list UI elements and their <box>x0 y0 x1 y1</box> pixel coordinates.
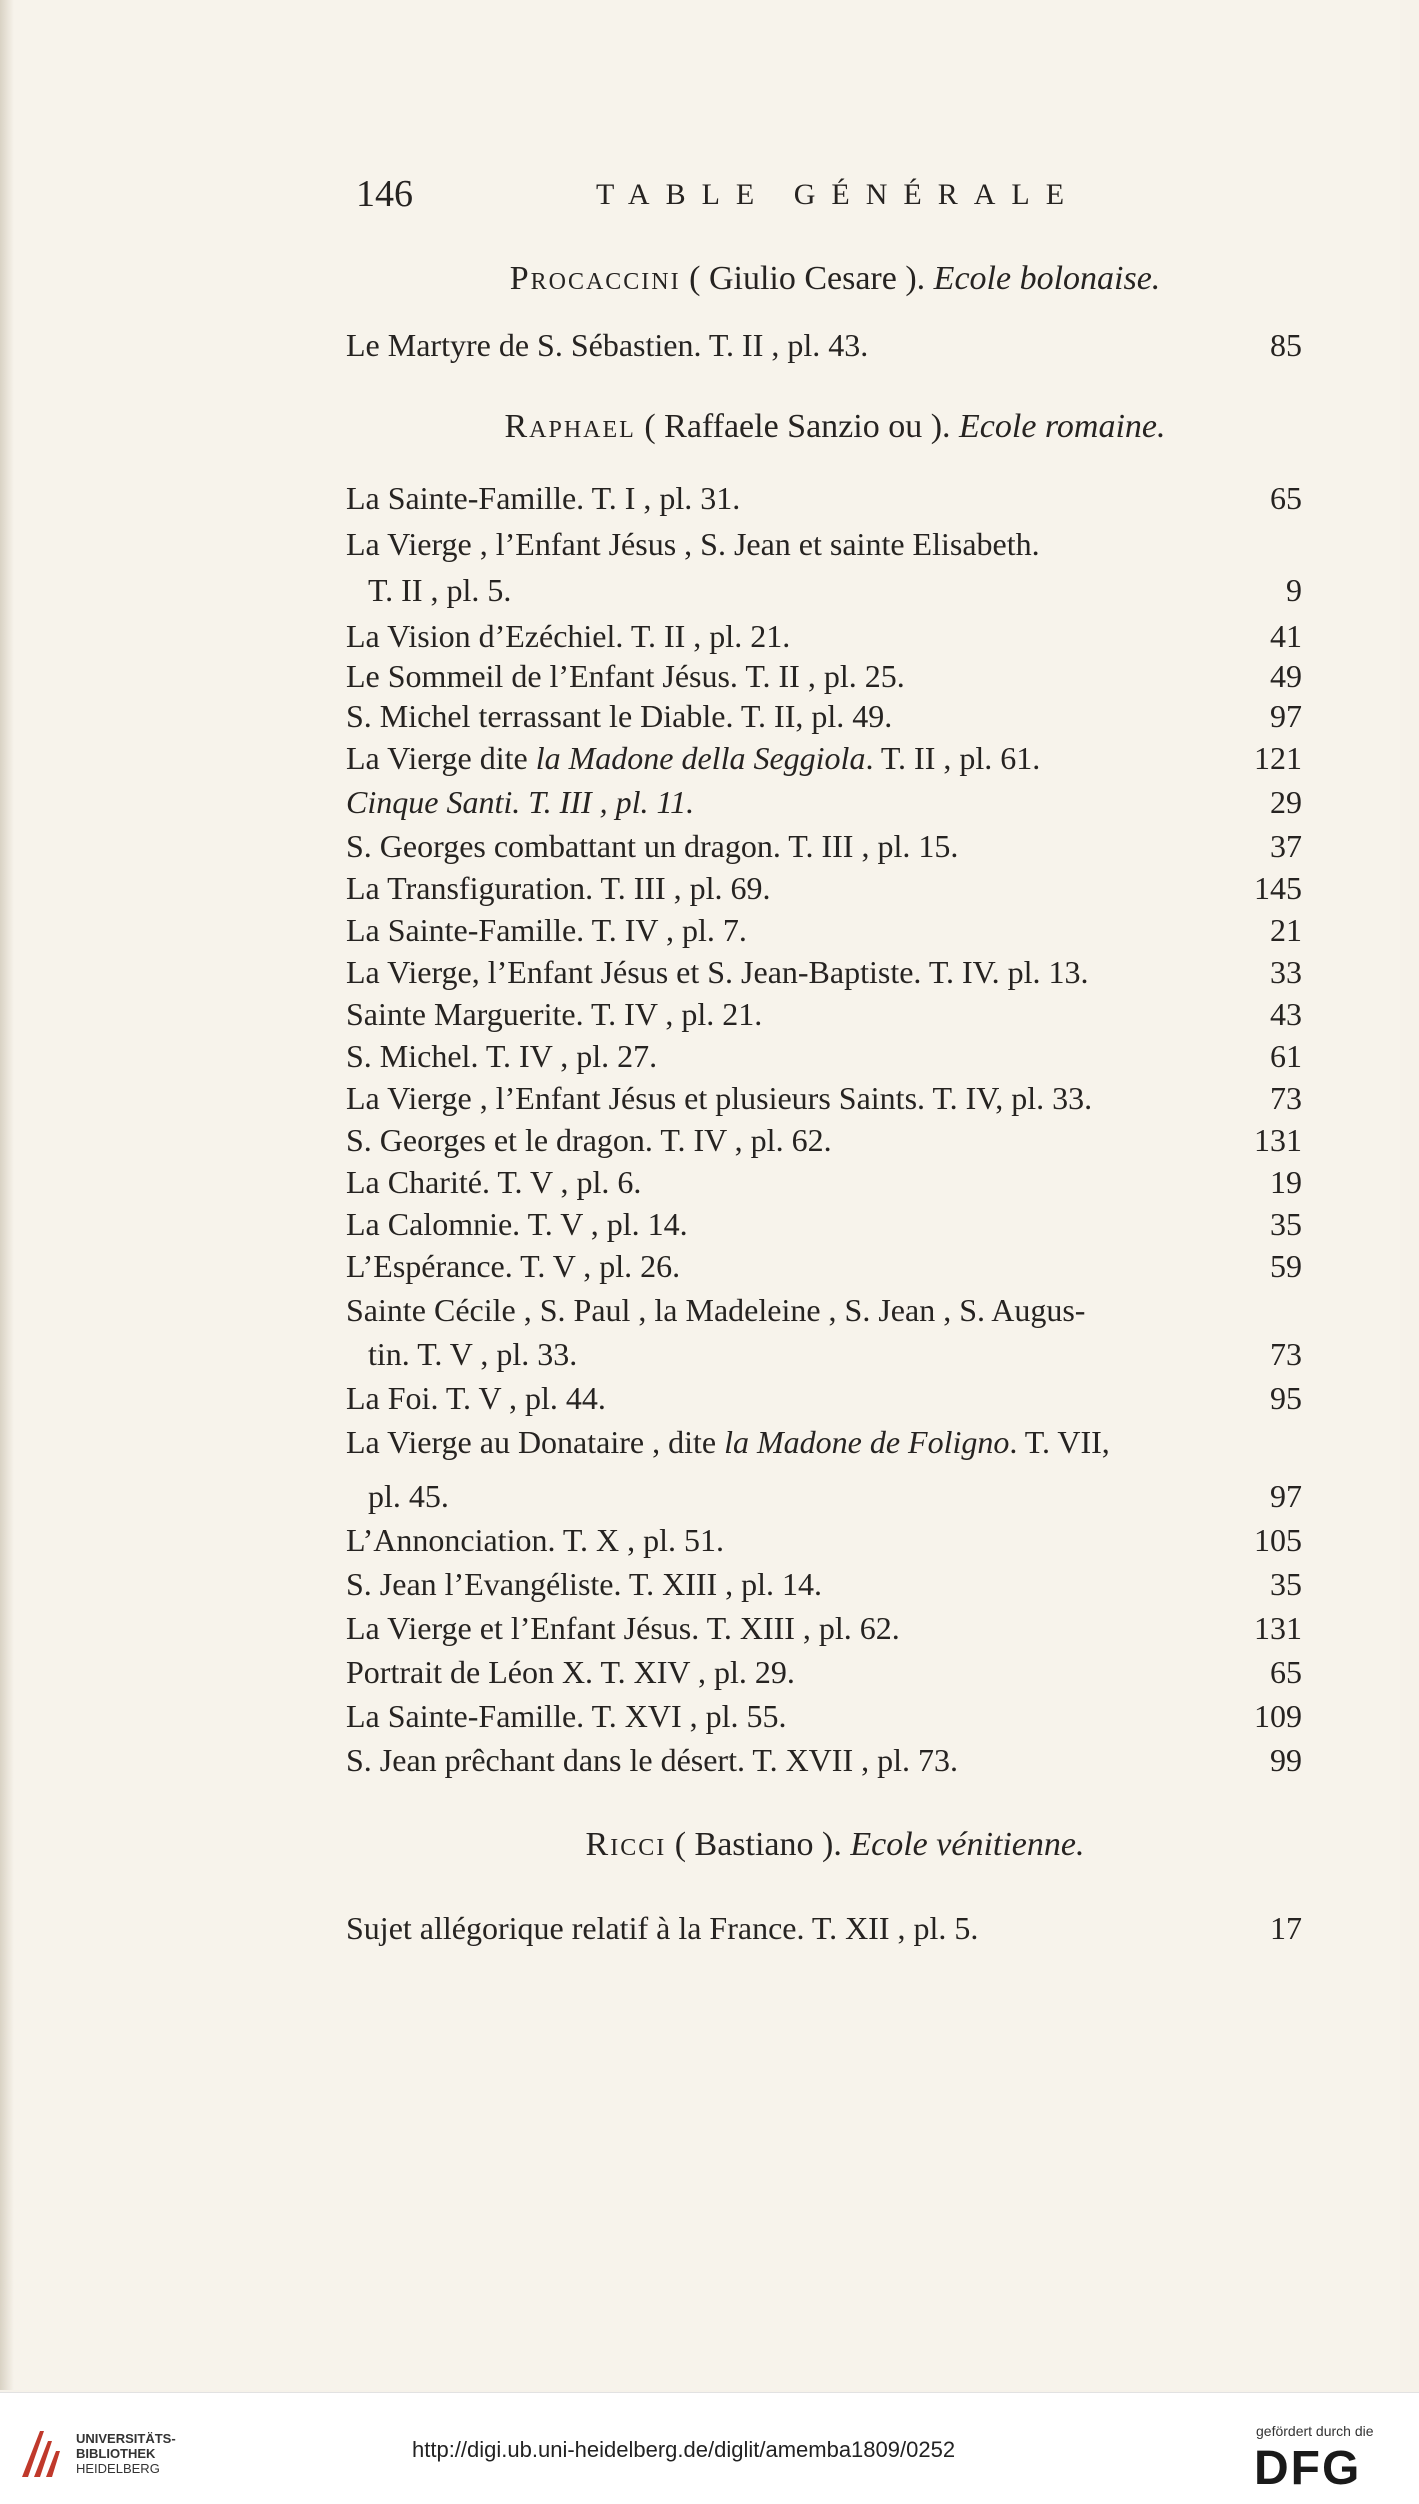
entry-text: Le Martyre de S. Sébastien. T. II , pl. 43. <box>346 327 869 363</box>
entry-page: 9 <box>1286 572 1302 608</box>
artist-heading-ricci <box>340 1826 1330 1864</box>
entry-text: T. II , pl. 5. <box>368 572 512 608</box>
index-entry <box>346 1424 1302 1468</box>
entry-page: 41 <box>1270 618 1302 654</box>
artist-parenthetical: ( Giulio Cesare ). <box>680 260 934 297</box>
entry-page: 33 <box>1270 954 1302 990</box>
entry-text: Cinque Santi. T. III , pl. 11. <box>346 784 695 820</box>
funding-caption: gefördert durch die <box>1256 2423 1374 2439</box>
index-entry <box>346 1742 1302 1786</box>
index-entry <box>346 1122 1302 1166</box>
entry-page: 131 <box>1254 1610 1302 1646</box>
index-entry <box>346 996 1302 1040</box>
index-entry <box>346 1248 1302 1292</box>
entry-text: L’Annonciation. T. X , pl. 51. <box>346 1522 725 1558</box>
artist-heading-procaccini <box>340 260 1330 298</box>
entry-page: 21 <box>1270 912 1302 948</box>
dfg-logo: DFG <box>1254 2442 1362 2495</box>
entry-page: 121 <box>1254 740 1302 776</box>
entry-text: La Vierge et l’Enfant Jésus. T. XIII , pl. 62. <box>346 1610 900 1646</box>
entry-page: 131 <box>1254 1122 1302 1158</box>
entry-text: La Vierge , l’Enfant Jésus , S. Jean et sainte Elisabeth. <box>346 526 1040 562</box>
entry-text: La Vierge, l’Enfant Jésus et S. Jean-Baptiste. T. IV. pl. 13. <box>346 954 1089 990</box>
index-entry <box>346 698 1302 742</box>
entry-text: La Vierge , l’Enfant Jésus et plusieurs Saints. T. IV, pl. 33. <box>346 1080 1093 1116</box>
artist-parenthetical: ( Raffaele Sanzio ou ). <box>635 408 960 445</box>
entry-text: Portrait de Léon X. T. XIV , pl. 29. <box>346 1654 795 1690</box>
index-entry <box>346 1910 1302 1954</box>
entry-page: 99 <box>1270 1742 1302 1778</box>
entry-text: S. Georges combattant un dragon. T. III , pl. 15. <box>346 828 959 864</box>
entry-page: 97 <box>1270 698 1302 734</box>
entry-page: 73 <box>1270 1336 1302 1372</box>
index-entry <box>346 740 1302 784</box>
entry-page: 37 <box>1270 828 1302 864</box>
entry-text: tin. T. V , pl. 33. <box>368 1336 578 1372</box>
entry-text: S. Jean prêchant dans le désert. T. XVII , pl. 73. <box>346 1742 958 1778</box>
entry-page: 109 <box>1254 1698 1302 1734</box>
entry-page: 85 <box>1270 327 1302 363</box>
page-number: 146 <box>356 173 413 215</box>
index-entry-continuation <box>346 1336 1302 1380</box>
index-entry <box>346 1080 1302 1124</box>
entry-page: 29 <box>1270 784 1302 820</box>
index-entry <box>346 1522 1302 1566</box>
permalink-url[interactable]: http://digi.ub.uni-heidelberg.de/diglit/amemba1809/0252 <box>412 2437 956 2462</box>
artist-name: Procaccini <box>509 260 681 297</box>
entry-text-rendered: La Vierge au Donataire , dite la Madone de Foligno. T. VII, <box>346 1424 1110 1460</box>
index-entry <box>346 828 1302 872</box>
entry-page: 35 <box>1270 1206 1302 1242</box>
entry-text: S. Jean l’Evangéliste. T. XIII , pl. 14. <box>346 1566 823 1602</box>
entry-page: 105 <box>1254 1522 1302 1558</box>
entry-text: La Charité. T. V , pl. 6. <box>346 1164 642 1200</box>
index-entry <box>346 1206 1302 1250</box>
viewer-footer <box>0 2392 1419 2504</box>
entry-text <box>346 740 1040 777</box>
running-header <box>356 172 1321 222</box>
index-entry <box>346 1654 1302 1698</box>
entry-text <box>346 1424 1110 1461</box>
entry-page: 59 <box>1270 1248 1302 1284</box>
index-entry <box>346 954 1302 998</box>
index-entry <box>346 1566 1302 1610</box>
entry-page: 43 <box>1270 996 1302 1032</box>
artist-heading-raphael <box>340 408 1330 446</box>
index-entry <box>346 526 1302 570</box>
entry-page: 35 <box>1270 1566 1302 1602</box>
index-entry-continuation <box>346 572 1302 616</box>
index-entry <box>346 327 1302 371</box>
entry-page: 65 <box>1270 480 1302 516</box>
entry-page: 65 <box>1270 1654 1302 1690</box>
entry-text: La Sainte-Famille. T. XVI , pl. 55. <box>346 1698 787 1734</box>
index-entry <box>346 1164 1302 1208</box>
entry-text: Le Sommeil de l’Enfant Jésus. T. II , pl. 25. <box>346 658 905 694</box>
artist-school: Ecole romaine. <box>959 408 1166 445</box>
entry-page: 95 <box>1270 1380 1302 1416</box>
index-entry <box>346 912 1302 956</box>
university-library-logo-icon <box>18 2427 64 2479</box>
index-entry <box>346 1698 1302 1742</box>
index-entry-continuation <box>346 1478 1302 1522</box>
library-name <box>76 2431 176 2476</box>
entry-text: L’Espérance. T. V , pl. 26. <box>346 1248 681 1284</box>
entry-text: S. Georges et le dragon. T. IV , pl. 62. <box>346 1122 832 1158</box>
page-gutter <box>0 0 14 2390</box>
library-line-3: HEIDELBERG <box>76 2461 160 2476</box>
index-entry <box>346 784 1302 828</box>
index-entry <box>346 480 1302 524</box>
entry-text: La Vision d’Ezéchiel. T. II , pl. 21. <box>346 618 791 654</box>
index-entry <box>346 618 1302 662</box>
index-entry <box>346 658 1302 702</box>
library-line-2: BIBLIOTHEK <box>76 2446 156 2461</box>
entry-text: Sainte Marguerite. T. IV , pl. 21. <box>346 996 763 1032</box>
running-title: TABLE GÉNÉRALE <box>596 178 1081 211</box>
entry-page: 97 <box>1270 1478 1302 1514</box>
index-entry <box>346 1292 1302 1336</box>
entry-page: 19 <box>1270 1164 1302 1200</box>
artist-school: Ecole vénitienne. <box>850 1826 1085 1863</box>
entry-page: 17 <box>1270 1910 1302 1946</box>
entry-text: S. Michel terrassant le Diable. T. II, pl. 49. <box>346 698 893 734</box>
entry-text: Sainte Cécile , S. Paul , la Madeleine , S. Jean , S. Augus- <box>346 1292 1086 1328</box>
entry-text: La Foi. T. V , pl. 44. <box>346 1380 606 1416</box>
entry-text: S. Michel. T. IV , pl. 27. <box>346 1038 658 1074</box>
artist-school: Ecole bolonaise. <box>933 260 1161 297</box>
entry-page: 49 <box>1270 658 1302 694</box>
index-entry <box>346 1380 1302 1424</box>
entry-text: La Calomnie. T. V , pl. 14. <box>346 1206 688 1242</box>
index-entry <box>346 1610 1302 1654</box>
index-entry <box>346 870 1302 914</box>
entry-page: 61 <box>1270 1038 1302 1074</box>
library-line-1: UNIVERSITÄTS- <box>76 2431 176 2446</box>
entry-page: 145 <box>1254 870 1302 906</box>
artist-name: Raphael <box>504 408 636 445</box>
entry-text: La Sainte-Famille. T. I , pl. 31. <box>346 480 741 516</box>
entry-text: La Sainte-Famille. T. IV , pl. 7. <box>346 912 747 948</box>
entry-text: La Transfiguration. T. III , pl. 69. <box>346 870 771 906</box>
entry-page: 73 <box>1270 1080 1302 1116</box>
artist-name: Ricci <box>585 1826 667 1863</box>
entry-text-rendered: La Vierge dite la Madone della Seggiola. T. II , pl. 61. <box>346 740 1041 776</box>
index-entry <box>346 1038 1302 1082</box>
entry-text: pl. 45. <box>368 1478 449 1514</box>
artist-parenthetical: ( Bastiano ). <box>666 1826 851 1863</box>
entry-text: Sujet allégorique relatif à la France. T. XII , pl. 5. <box>346 1910 979 1946</box>
